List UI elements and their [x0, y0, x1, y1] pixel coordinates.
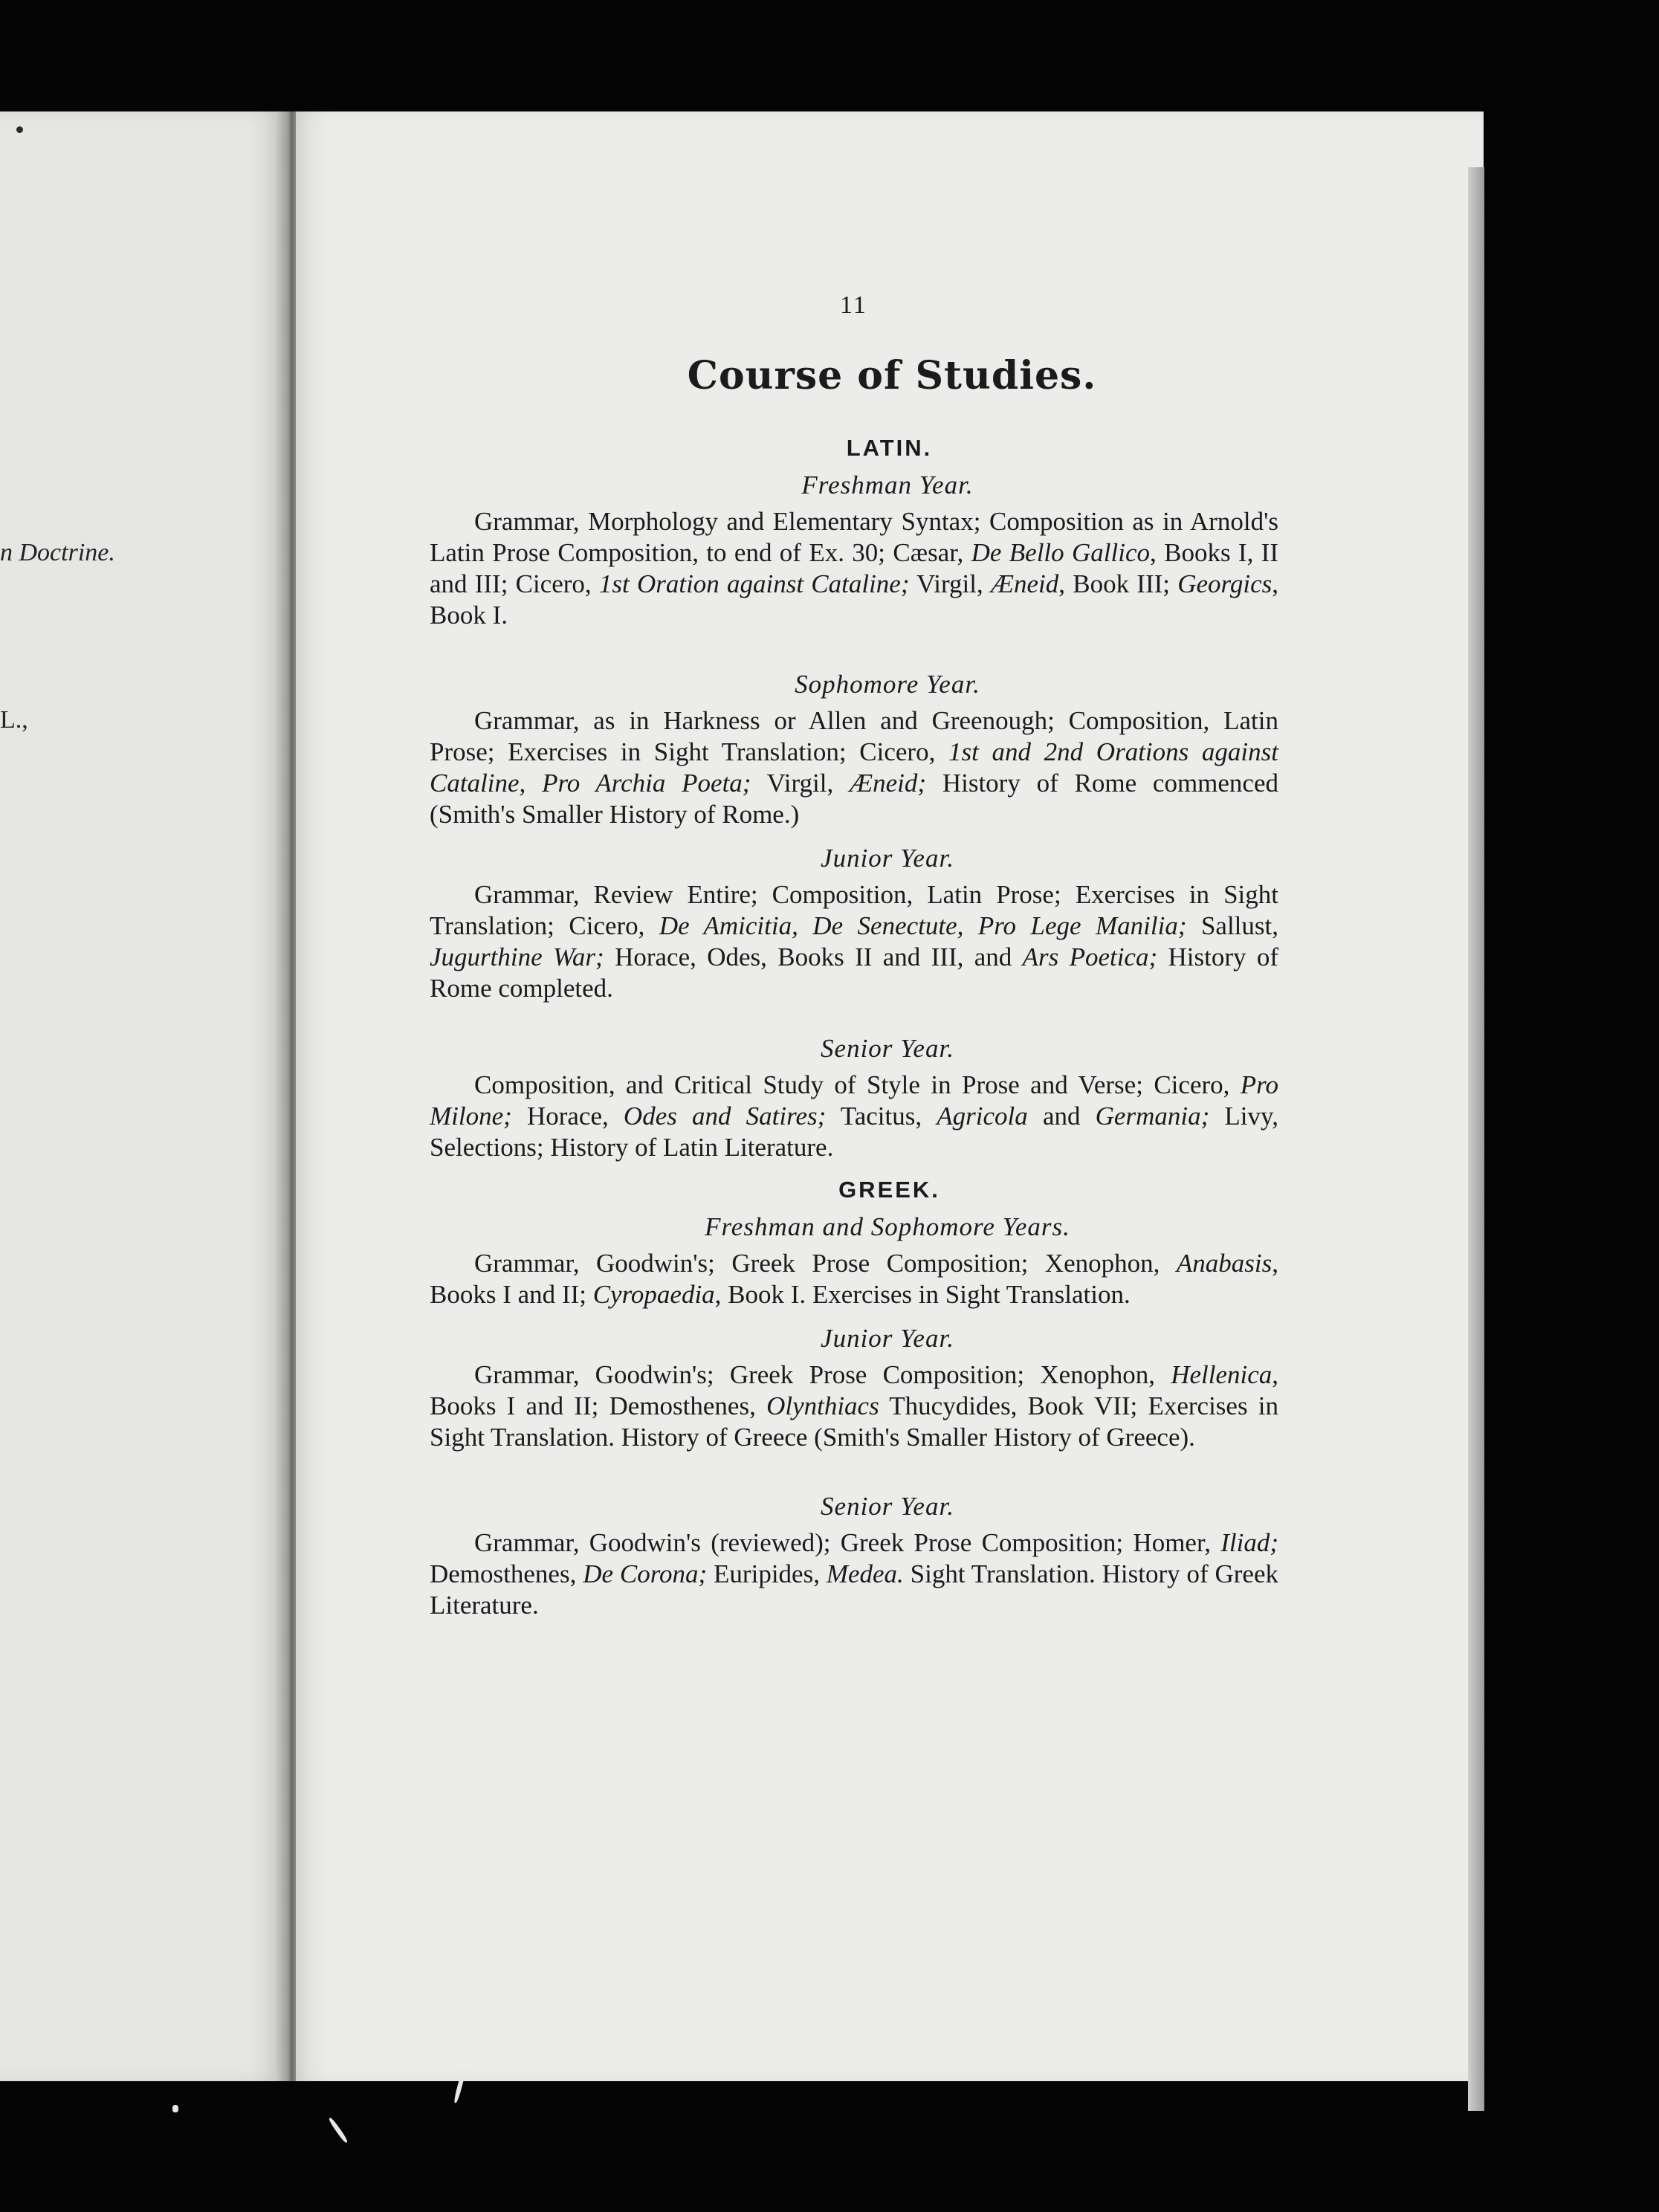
left-page — [0, 111, 286, 2081]
text-run: Horace, Odes, Books II and III, and — [604, 942, 1023, 971]
italic-title: Iliad; — [1220, 1528, 1278, 1557]
page-edge — [1468, 167, 1484, 2111]
text-run: Sallust, — [1186, 911, 1279, 940]
paragraph-latin-sophomore — [430, 705, 1278, 830]
italic-title: Pro Milone; — [430, 1070, 1278, 1131]
year-heading-latin-senior: Senior Year. — [821, 1034, 954, 1063]
text-run: , Books I and II; Demosthenes, — [430, 1360, 1278, 1420]
year-heading-greek-senior: Senior Year. — [821, 1492, 954, 1521]
text-run: Thucydides, Book VII; Exercises in Sight Translation. History of Greece (Smith's Smaller History of Greece). — [430, 1391, 1279, 1452]
italic-title: Olynthiacs — [766, 1391, 879, 1420]
italic-title: Æneid — [990, 569, 1059, 598]
italic-title: Jugurthine War; — [430, 942, 604, 971]
text-run: Sight Translation. History of Greek Literature. — [430, 1559, 1278, 1620]
spacer — [430, 1018, 1278, 1028]
text-run: Grammar, Review Entire; Composition, Latin Prose; Exercises in Sight Translation; Cicero, — [430, 880, 1278, 940]
text-run: , Books I and II; — [430, 1249, 1278, 1309]
italic-title: Odes and Satires; — [623, 1102, 827, 1131]
text-run: Grammar, Morphology and Elementary Syntax; Composition as in Arnold's Latin Prose Composition, to end of Ex. 30; Cæsar, — [430, 507, 1278, 567]
text-run: Euripides, — [707, 1559, 827, 1588]
section-heading-latin: LATIN. — [846, 435, 933, 461]
text-run: , Books I, II and III; Cicero, — [430, 538, 1278, 598]
paragraph-latin-freshman — [430, 506, 1278, 631]
text-run: , Book III; — [1058, 569, 1178, 598]
text-run: History of Rome commenced (Smith's Smaller History of Rome.) — [430, 769, 1278, 829]
paragraph-latin-senior — [430, 1070, 1278, 1163]
text-run: and — [1027, 1102, 1096, 1131]
text-run: Horace, — [511, 1102, 624, 1131]
text-run: History of Rome completed. — [430, 942, 1278, 1003]
page-title: Course of Studies. — [687, 353, 1097, 398]
year-heading-latin-sophomore: Sophomore Year. — [795, 670, 980, 699]
italic-title: Anabasis — [1176, 1249, 1272, 1278]
year-heading-greek-freshman-sophomore: Freshman and Sophomore Years. — [705, 1212, 1070, 1241]
text-run: , Book I. Exercises in Sight Translation. — [714, 1280, 1131, 1309]
spacer — [430, 1466, 1278, 1486]
italic-title: De Amicitia, De Senectute, Pro Lege Manilia; — [659, 911, 1187, 940]
text-run: Grammar, Goodwin's; Greek Prose Composition; Xenophon, — [474, 1249, 1177, 1278]
scan-speck — [172, 2105, 178, 2112]
italic-title: Georgics — [1177, 569, 1272, 598]
paragraph-greek-junior — [430, 1359, 1278, 1453]
year-heading-latin-junior: Junior Year. — [821, 844, 954, 873]
italic-title: Medea. — [826, 1559, 904, 1588]
text-run: Grammar, Goodwin's; Greek Prose Composition; Xenophon, — [474, 1360, 1171, 1389]
paragraph-latin-junior — [430, 879, 1278, 1004]
italic-title: De Corona; — [583, 1559, 708, 1588]
italic-title: 1st and 2nd Orations against Cataline, Pro Archia Poeta; — [430, 737, 1278, 798]
year-heading-greek-junior: Junior Year. — [821, 1324, 954, 1353]
italic-title: Æneid; — [850, 769, 927, 798]
text-run: Livy, Selections; History of Latin Literature. — [430, 1102, 1278, 1162]
text-run: Virgil, — [909, 569, 991, 598]
italic-title: Ars Poetica; — [1022, 942, 1158, 971]
italic-title: Cyropaedia — [592, 1280, 715, 1309]
year-heading-latin-freshman: Freshman Year. — [801, 470, 974, 499]
ink-dot — [16, 126, 23, 133]
text-run: Demosthenes, — [430, 1559, 583, 1588]
scan-speck — [328, 2117, 349, 2144]
italic-title: De Bello Gallico — [971, 538, 1150, 567]
italic-title: 1st Oration against Cataline; — [598, 569, 910, 598]
paragraph-greek-freshman-sophomore — [430, 1248, 1278, 1310]
text-run: Composition, and Critical Study of Style in Prose and Verse; Cicero, — [474, 1070, 1241, 1099]
text-column — [430, 427, 1278, 1634]
text-run: Tacitus, — [826, 1102, 937, 1131]
text-run: Grammar, Goodwin's (reviewed); Greek Prose Composition; Homer, — [474, 1528, 1221, 1557]
section-heading-greek: GREEK. — [838, 1177, 940, 1203]
left-page-fragment: n Doctrine. — [0, 539, 115, 566]
spacer — [430, 644, 1278, 664]
left-page-fragment: L., — [0, 706, 28, 734]
italic-title: Germania; — [1095, 1102, 1210, 1131]
page-number: 11 — [840, 291, 867, 319]
italic-title: Hellenica — [1171, 1360, 1272, 1389]
text-run: Grammar, as in Harkness or Allen and Greenough; Composition, Latin Prose; Exercises in Sight Translation; Cicero, — [430, 706, 1278, 766]
text-run: Virgil, — [751, 769, 850, 798]
italic-title: Agricola — [937, 1102, 1028, 1131]
paragraph-greek-senior — [430, 1527, 1278, 1621]
text-run: , Book I. — [430, 569, 1278, 630]
